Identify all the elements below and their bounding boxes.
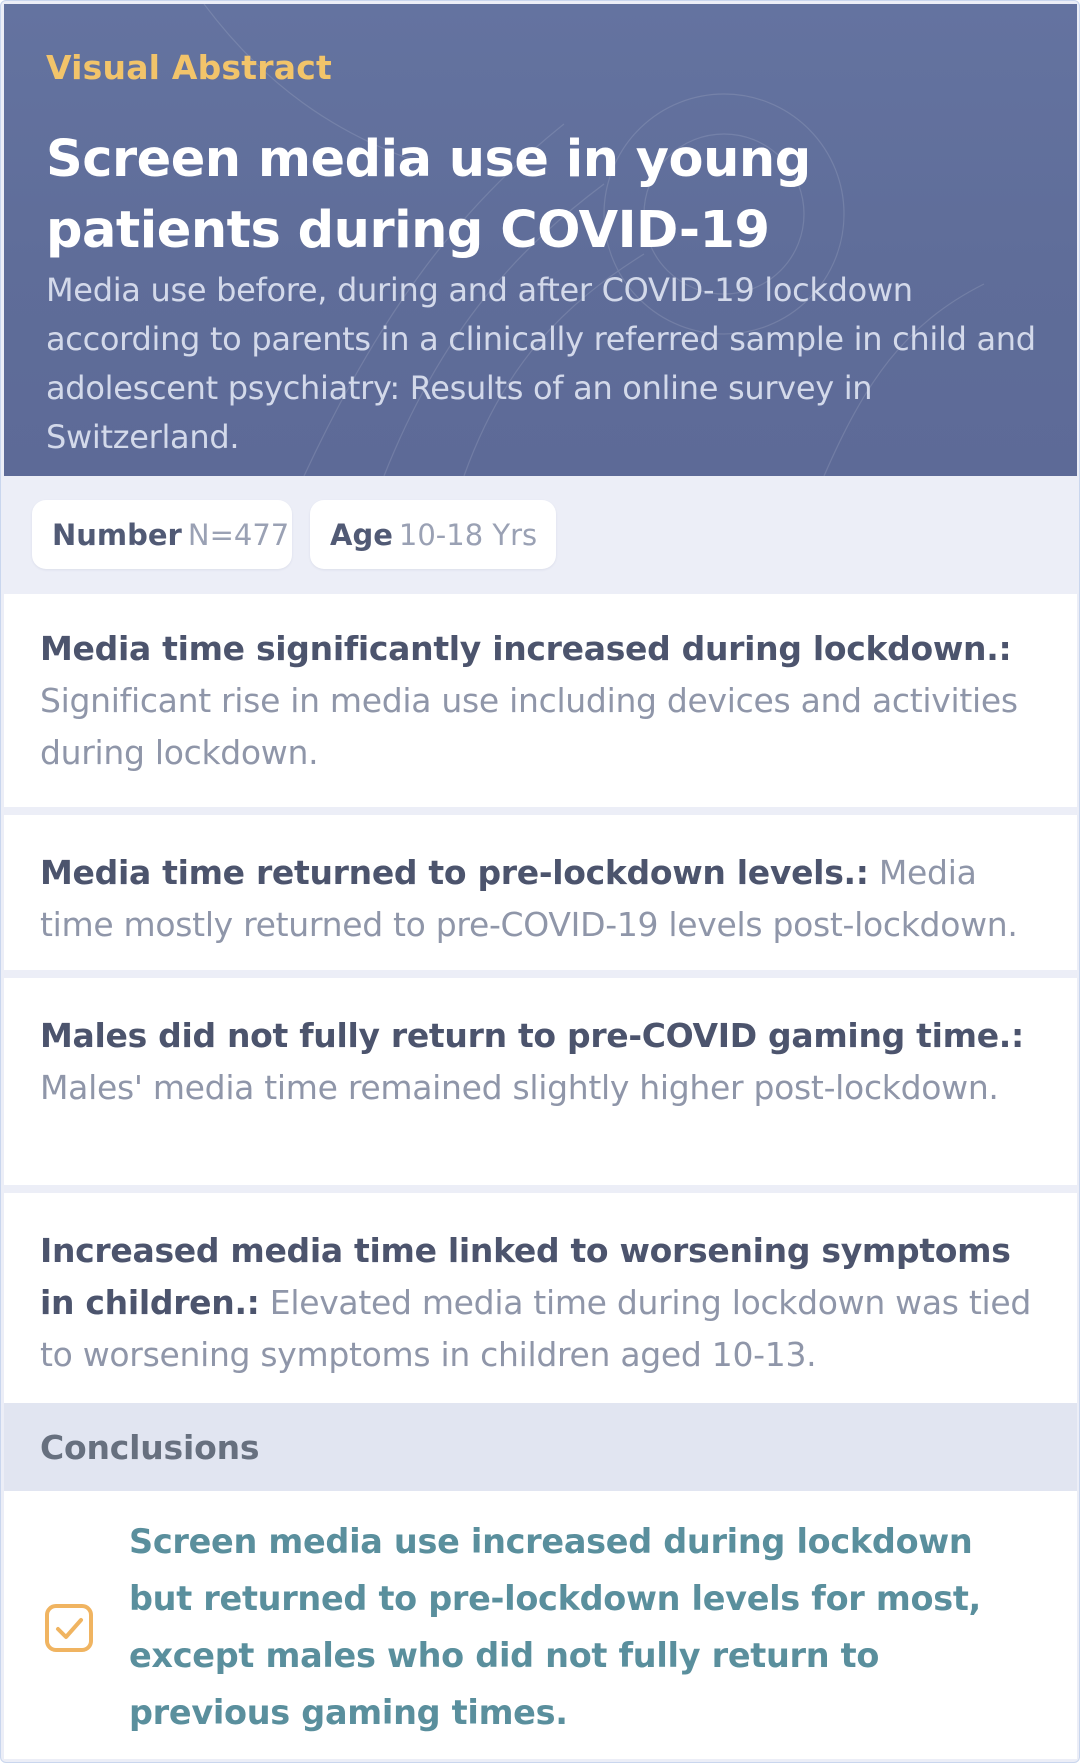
finding-lead: Media time significantly increased during lockdown.:: [40, 629, 1012, 668]
finding-text: Media time mostly returned to pre-COVID-19 levels post-lockdown.: [40, 853, 1018, 944]
sample-size-chip: [32, 500, 292, 569]
page-subtitle: Media use before, during and after COVID-19 lockdown according to parents in a clinically referred sample in child and adolescent psychiatry: Results of an online survey in Switzerland.: [46, 271, 1036, 456]
finding-text: Elevated media time during lockdown was tied to worsening symptoms in children aged 10-13.: [40, 1283, 1032, 1374]
finding-item: [4, 978, 1077, 1185]
finding-text: Significant rise in media use including devices and activities during lockdown.: [40, 681, 1018, 772]
finding-item: [4, 815, 1077, 970]
finding-item: [4, 594, 1077, 807]
conclusions-header: [4, 1403, 1077, 1491]
finding-lead: Males did not fully return to pre-COVID gaming time.:: [40, 1016, 1024, 1055]
page-title: Screen media use in young patients during COVID-19: [46, 130, 811, 260]
checkbox-check-icon: [44, 1603, 94, 1653]
age-range-chip: [310, 500, 556, 569]
age-range-value: 10-18 Yrs: [398, 517, 538, 552]
conclusions-label: Conclusions: [40, 1427, 260, 1467]
study-info-chips: [4, 476, 1077, 594]
finding-lead: Increased media time linked to worsening symptoms in children.:: [40, 1231, 1011, 1322]
age-range-label: Age: [330, 517, 393, 552]
finding-lead: Media time returned to pre-lockdown levels.:: [40, 853, 869, 892]
finding-text: Males' media time remained slightly higher post-lockdown.: [40, 1068, 999, 1107]
conclusion-item: [4, 1491, 1077, 1759]
finding-item: [4, 1193, 1077, 1403]
sample-size-value: N=477: [187, 517, 290, 552]
header: [4, 4, 1077, 476]
conclusion-text: Screen media use increased during lockdown but returned to pre-lockdown levels for most, except males who did not fully return to previous gaming times.: [129, 1522, 981, 1732]
kicker-label: Visual Abstract: [46, 48, 332, 87]
sample-size-label: Number: [52, 517, 182, 552]
